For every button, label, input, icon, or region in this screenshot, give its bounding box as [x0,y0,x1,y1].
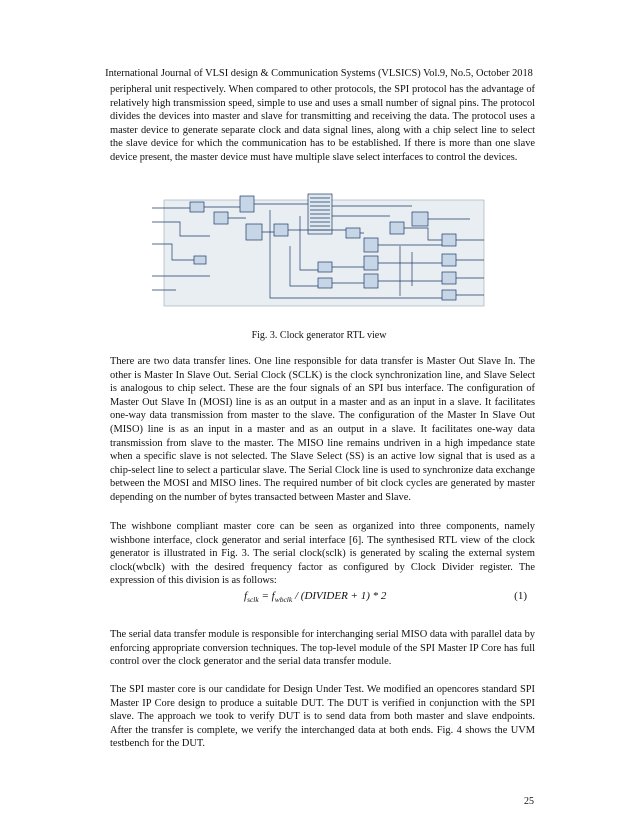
equation-number: (1) [514,590,527,602]
journal-header: International Journal of VLSI design & Communication Systems (VLSICS) Vol.9, No.5, October 2018 [105,68,533,79]
equation-expression: $f_{sclk} = f_{wbclk}$ / (DIVIDER + 1) * 2 [244,590,387,605]
paragraph-wishbone-core: The wishbone compliant master core can be seen as organized into three components, namely wishbone interface, clock generator and serial interface [6]. The synthesised RTL view of the clock generator is illustrated in Fig. 3. The serial clock(sclk) is generated by scaling the external system clock(wbclk) with the desired frequency factor as configured by Clock Divider register. The expression of this division is as follows: [110,521,535,587]
paragraph-serial-transfer: The serial data transfer module is responsible for interchanging serial MISO data with parallel data by enforcing appropriate conversion techniques. The top-level module of the SPI Master IP Core has full control over the clock generator and the serial data transfer module. [110,629,535,668]
paragraph-spi-protocol: peripheral unit respectively. When compared to other protocols, the SPI protocol has the advantage of relatively high transmission speed, simple to use and uses a small number of signal pins. The protocol divides the devices into master and slave for transmitting and receiving the data. The protocol uses a master device to generate separate clock and data signal lines, along with a chip select line to select the slave device for which the communication has to be established. If there is more than one slave device present, the master device must have multiple slave select interfaces to control the devices. [110,84,535,163]
sclk-equation [110,590,535,606]
paragraph-dut: The SPI master core is our candidate for Design Under Test. We modified an opencores standard SPI Master IP Core design to produce a suitable DUT. The DUT is verified in conjunction with the SPI slave. The approach we took to verify DUT is to send data from both master and slave endpoints. After the transfer is complete, we verify the interchanged data at both ends. Fig. 4 shows the UVM testbench for the DUT. [110,684,535,750]
paragraph-spi-lines: There are two data transfer lines. One line responsible for data transfer is Master Out Slave In. The other is Master In Slave Out. Serial Clock (SCLK) is the clock synchronization line, and Slave Select is analogous to chip select. These are the four signals of an SPI bus interface. The configuration of Master Out Slave In (MOSI) line is as an output in a master and as an input in a slave. It facilitates one-way data transmission from master to the slave. The configuration of the Master In Slave Out (MISO) line is as an input in a master and as an output in a slave. It facilitates one-way data transmission from slave to the master. The MISO line remains undriven in a high impedance state when a specific slave is not selected. The Slave Select (SS) is an active low signal that is used as a chip-select line to select a particular slave. The Serial Clock line is used to synchronize data exchange between the MOSI and MISO lines. The required number of bit clock cycles are generated by master depending on the number of bytes transacted between Master and Slave. [110,356,535,503]
rtl-schematic-figure [150,186,496,312]
page-number: 25 [524,796,534,807]
figure-caption: Fig. 3. Clock generator RTL view [251,330,387,341]
